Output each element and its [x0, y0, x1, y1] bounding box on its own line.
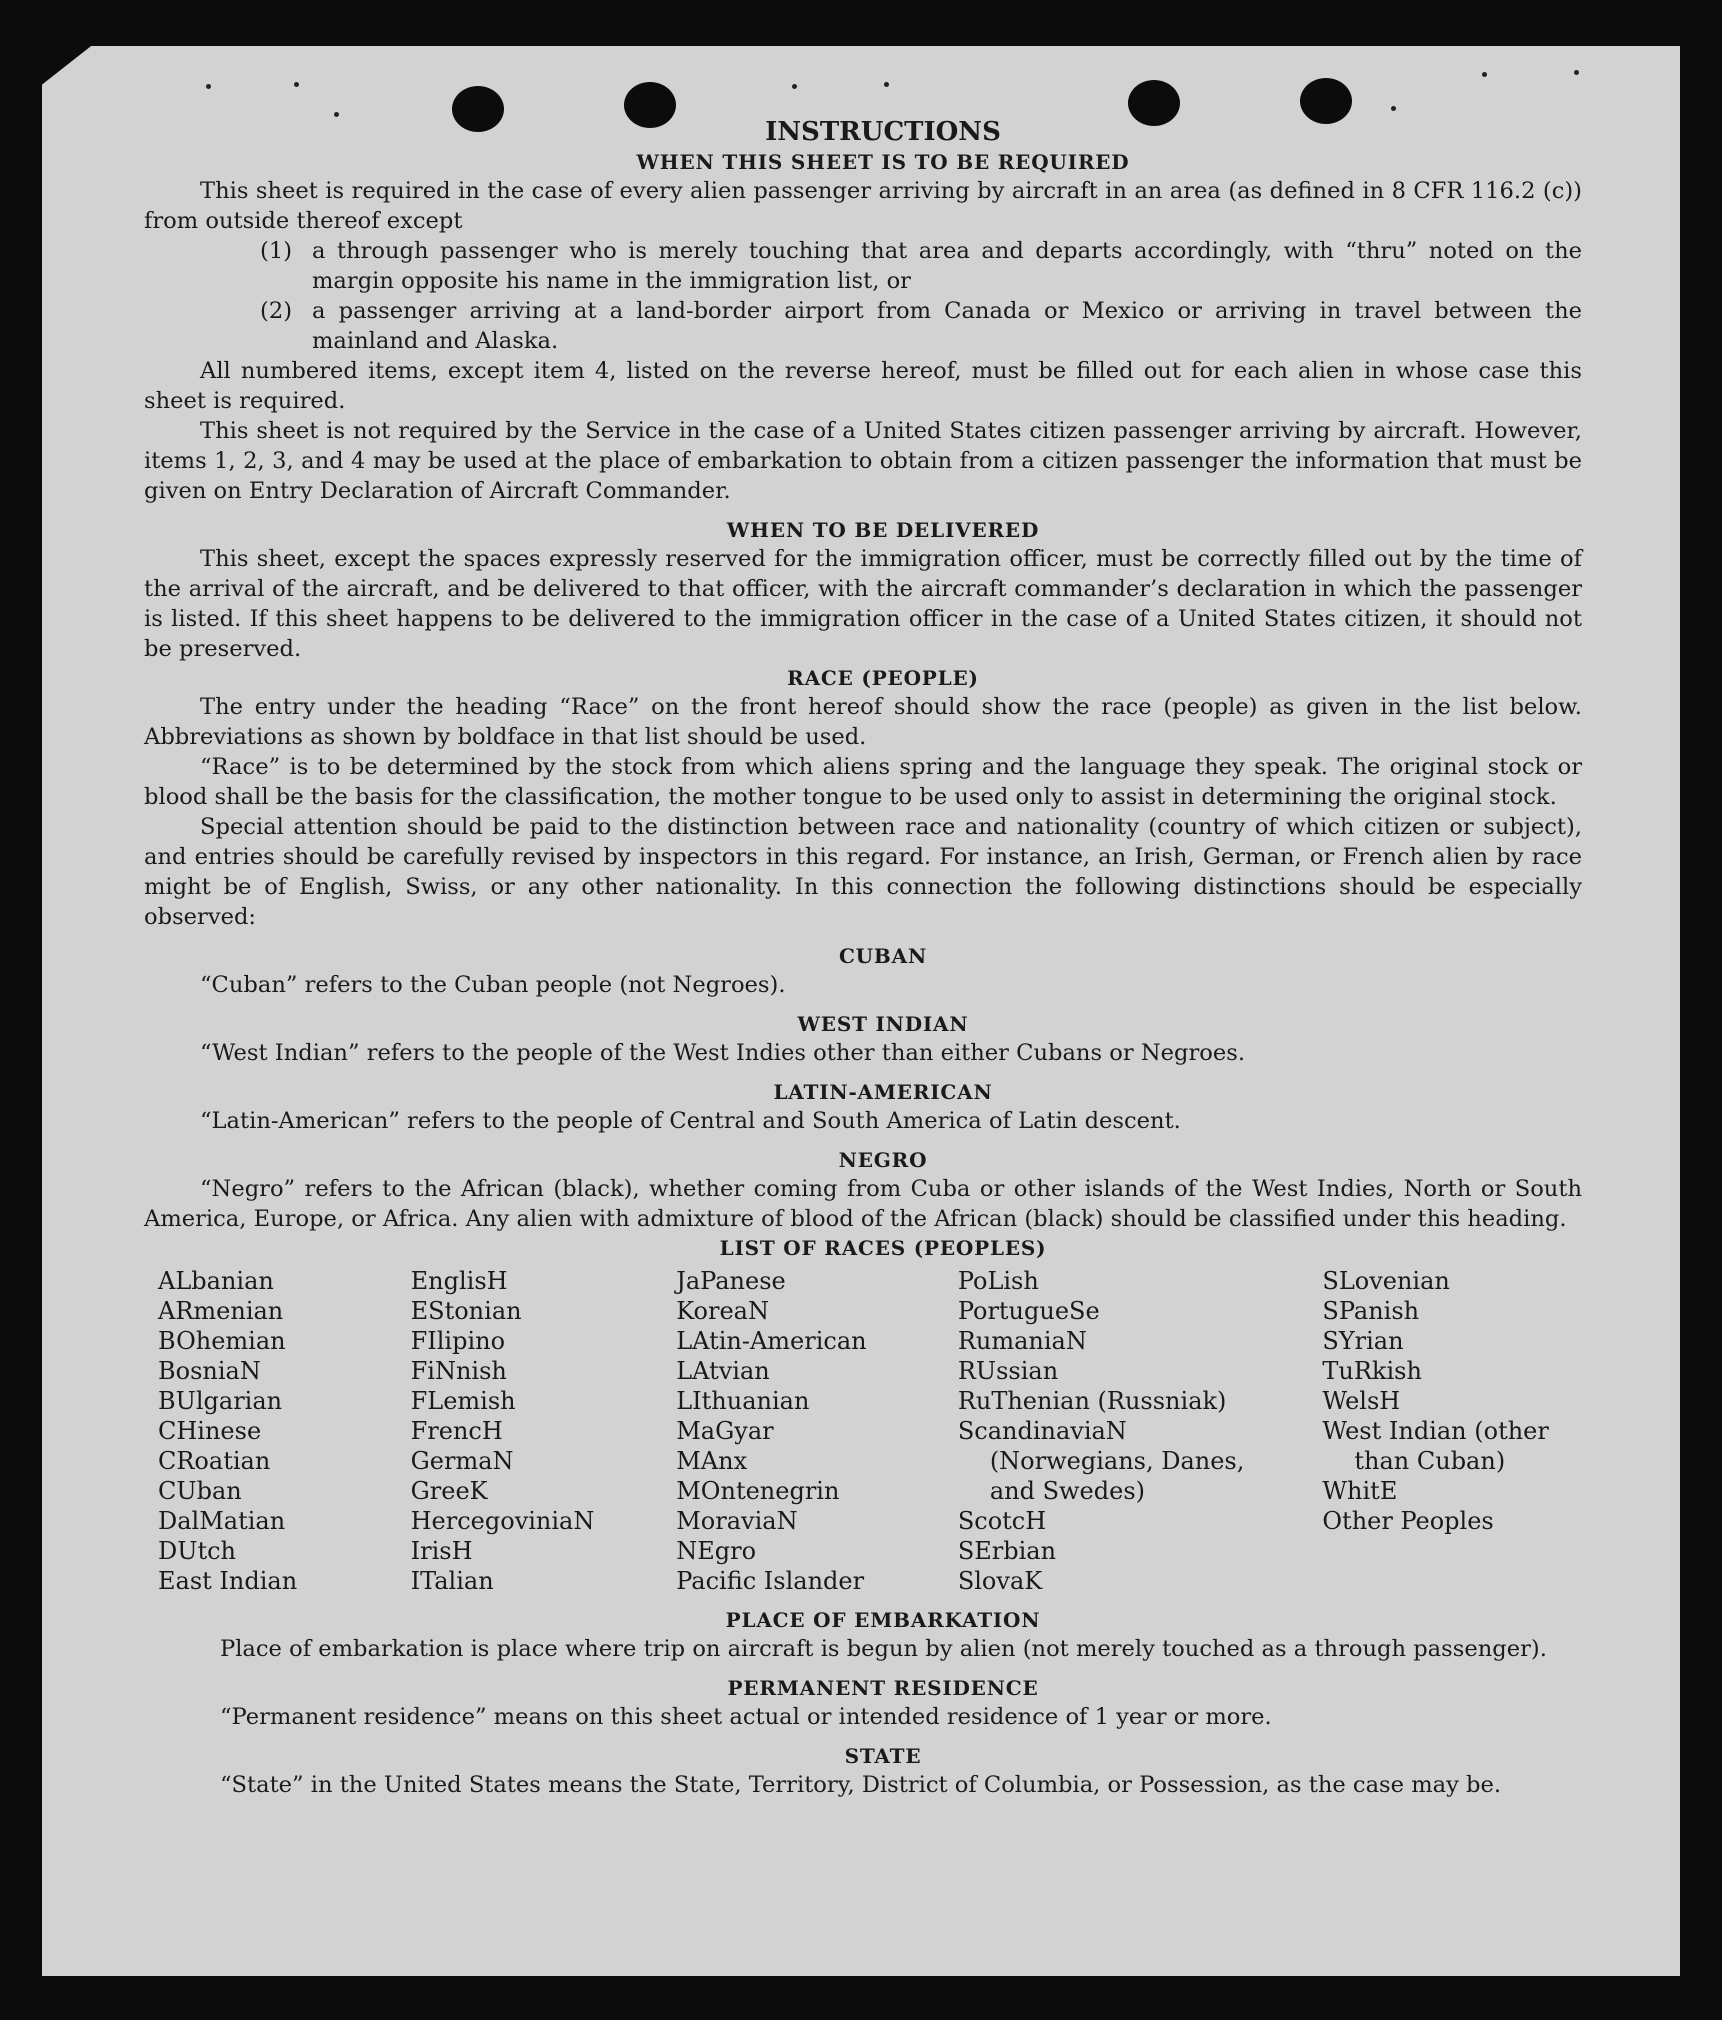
race-item: PortugueSe	[957, 1297, 1100, 1325]
speck	[1391, 106, 1396, 111]
paragraph: “Cuban” refers to the Cuban people (not Negroes).	[200, 972, 786, 998]
paragraph: “State” in the United States means the State, Territory, District of Columbia, or Possession, as the case may be.	[220, 1772, 1502, 1798]
race-item: West Indian (other than Cuban)	[1322, 1417, 1549, 1475]
paragraph: This sheet, except the spaces expressly reserved for the immigration officer, must be correctly filled out by the time of the arrival of the aircraft, and be delivered to that officer, with the aircraft commander’s declaration in which the passenger is listed. If this sheet happens to be delivered to the immigration officer in the case of a United States citizen, it should not be preserved.	[144, 546, 1582, 662]
race-item: PoLish	[957, 1267, 1039, 1295]
page-title: INSTRUCTIONS	[765, 117, 1001, 147]
race-item: Other Peoples	[1322, 1507, 1494, 1535]
race-column	[1250, 1266, 1582, 1596]
paragraph: “West Indian” refers to the people of the West Indies other than either Cubans or Negroes.	[200, 1040, 1246, 1066]
paragraph: “Latin-American” refers to the people of Central and South America of Latin descent.	[200, 1108, 1181, 1134]
race-list	[144, 1266, 1582, 1596]
race-item: CRoatian	[158, 1447, 271, 1475]
section-heading: WHEN THIS SHEET IS TO BE REQUIRED	[636, 150, 1130, 174]
race-item: SYrian	[1322, 1327, 1404, 1355]
race-item: SErbian	[957, 1537, 1057, 1565]
race-item: MaGyar	[676, 1417, 774, 1445]
race-item: RUssian	[957, 1357, 1059, 1385]
race-item: Pacific Islander	[676, 1567, 865, 1595]
race-item: DUtch	[158, 1537, 237, 1565]
race-column	[958, 1266, 1251, 1596]
paragraph: Place of embarkation is place where trip on aircraft is begun by alien (not merely touched as a through passenger).	[220, 1636, 1547, 1662]
section-heading: PERMANENT RESIDENCE	[727, 1676, 1039, 1700]
race-item: EStonian	[410, 1297, 522, 1325]
race-item: CHinese	[158, 1417, 262, 1445]
race-item: EnglisH	[410, 1267, 508, 1295]
speck	[294, 82, 299, 87]
race-item: MoraviaN	[676, 1507, 798, 1535]
race-item: ScandinaviaN (Norwegians, Danes, and Swedes)	[957, 1417, 1245, 1505]
paragraph: This sheet is required in the case of every alien passenger arriving by aircraft in an area (as defined in 8 CFR 116.2 (c)) from outside thereof except	[144, 178, 1582, 234]
race-column	[411, 1266, 677, 1596]
race-item: BOhemian	[158, 1327, 286, 1355]
speck	[1574, 70, 1579, 75]
race-item: GreeK	[410, 1477, 488, 1505]
race-item: MOntenegrin	[676, 1477, 840, 1505]
list-item	[144, 236, 1582, 296]
list-item	[144, 296, 1582, 356]
race-item: IrisH	[410, 1537, 473, 1565]
paragraph: Special attention should be paid to the distinction between race and nationality (country of which citizen or subject), and entries should be carefully revised by inspectors in this regard. For instance, an Irish, German, or French alien by race might be of English, Swiss, or any other nationality. In this connection the following distinctions should be especially observed:	[144, 814, 1582, 930]
race-item: ALbanian	[158, 1267, 274, 1295]
item-text: a through passenger who is merely touching that area and departs accordingly, with “thru” noted on the margin opposite his name in the immigration list, or	[312, 238, 1582, 294]
section-heading: LIST OF RACES (PEOPLES)	[719, 1236, 1047, 1260]
section-heading: RACE (PEOPLE)	[787, 666, 979, 690]
speck	[1482, 72, 1487, 77]
race-item: LIthuanian	[676, 1387, 810, 1415]
race-item: TuRkish	[1322, 1357, 1422, 1385]
paragraph: The entry under the heading “Race” on the front hereof should show the race (people) as given in the list below. Abbreviations as shown by boldface in that list should be used.	[144, 694, 1582, 750]
race-item: SPanish	[1322, 1297, 1420, 1325]
section-heading: WEST INDIAN	[797, 1012, 969, 1036]
race-item: WhitE	[1322, 1477, 1398, 1505]
race-item: WelsH	[1322, 1387, 1401, 1415]
paragraph: “Race” is to be determined by the stock from which aliens spring and the language they speak. The original stock or blood shall be the basis for the classification, the mother tongue to be used only to assist in determining the original stock.	[144, 754, 1582, 810]
paragraph: All numbered items, except item 4, listed on the reverse hereof, must be filled out for each alien in whose case this sheet is required.	[144, 358, 1582, 414]
section-heading: LATIN-AMERICAN	[773, 1080, 993, 1104]
speck	[884, 82, 889, 87]
document-text	[144, 116, 1582, 1800]
paragraph: This sheet is not required by the Service in the case of a United States citizen passenger arriving by aircraft. However, items 1, 2, 3, and 4 may be used at the place of embarkation to obtain from a citizen passenger the information that must be given on Entry Declaration of Aircraft Commander.	[144, 418, 1582, 504]
race-item: BUlgarian	[158, 1387, 283, 1415]
race-item: HercegoviniaN	[410, 1507, 595, 1535]
race-item: JaPanese	[676, 1267, 786, 1295]
section-heading: CUBAN	[838, 944, 928, 968]
race-column	[144, 1266, 411, 1596]
race-item: East Indian	[158, 1567, 298, 1595]
race-item: FLemish	[410, 1387, 516, 1415]
race-item: ITalian	[410, 1567, 494, 1595]
race-item: FiNnish	[410, 1357, 507, 1385]
item-number: (1)	[260, 238, 293, 264]
race-item: LAtin-American	[676, 1327, 867, 1355]
item-text: a passenger arriving at a land-border airport from Canada or Mexico or arriving in travel between the mainland and Alaska.	[312, 298, 1582, 354]
item-number: (2)	[260, 298, 293, 324]
race-item: SLovenian	[1322, 1267, 1450, 1295]
section-heading: WHEN TO BE DELIVERED	[726, 518, 1040, 542]
race-item: SlovaK	[957, 1567, 1043, 1595]
race-item: NEgro	[676, 1537, 757, 1565]
race-item: BosniaN	[158, 1357, 261, 1385]
race-item: ScotcH	[957, 1507, 1047, 1535]
section-heading: STATE	[844, 1744, 922, 1768]
race-item: KoreaN	[676, 1297, 769, 1325]
race-column	[676, 1266, 958, 1596]
speck	[206, 84, 211, 89]
race-item: GermaN	[410, 1447, 514, 1475]
race-item: LAtvian	[676, 1357, 770, 1385]
speck	[792, 84, 797, 89]
race-item: CUban	[158, 1477, 242, 1505]
paragraph: “Negro” refers to the African (black), whether coming from Cuba or other islands of the West Indies, North or South America, Europe, or Africa. Any alien with admixture of blood of the African (black) should be classified under this heading.	[144, 1176, 1582, 1232]
paragraph: “Permanent residence” means on this sheet actual or intended residence of 1 year or more.	[220, 1704, 1272, 1730]
race-item: MAnx	[676, 1447, 748, 1475]
race-item: FIlipino	[410, 1327, 506, 1355]
section-heading: PLACE OF EMBARKATION	[725, 1608, 1041, 1632]
race-item: ARmenian	[158, 1297, 284, 1325]
race-item: RumaniaN	[957, 1327, 1087, 1355]
race-item: RuThenian (Russniak)	[957, 1387, 1227, 1415]
section-heading: NEGRO	[838, 1148, 928, 1172]
race-item: DalMatian	[158, 1507, 286, 1535]
race-item: FrencH	[410, 1417, 503, 1445]
